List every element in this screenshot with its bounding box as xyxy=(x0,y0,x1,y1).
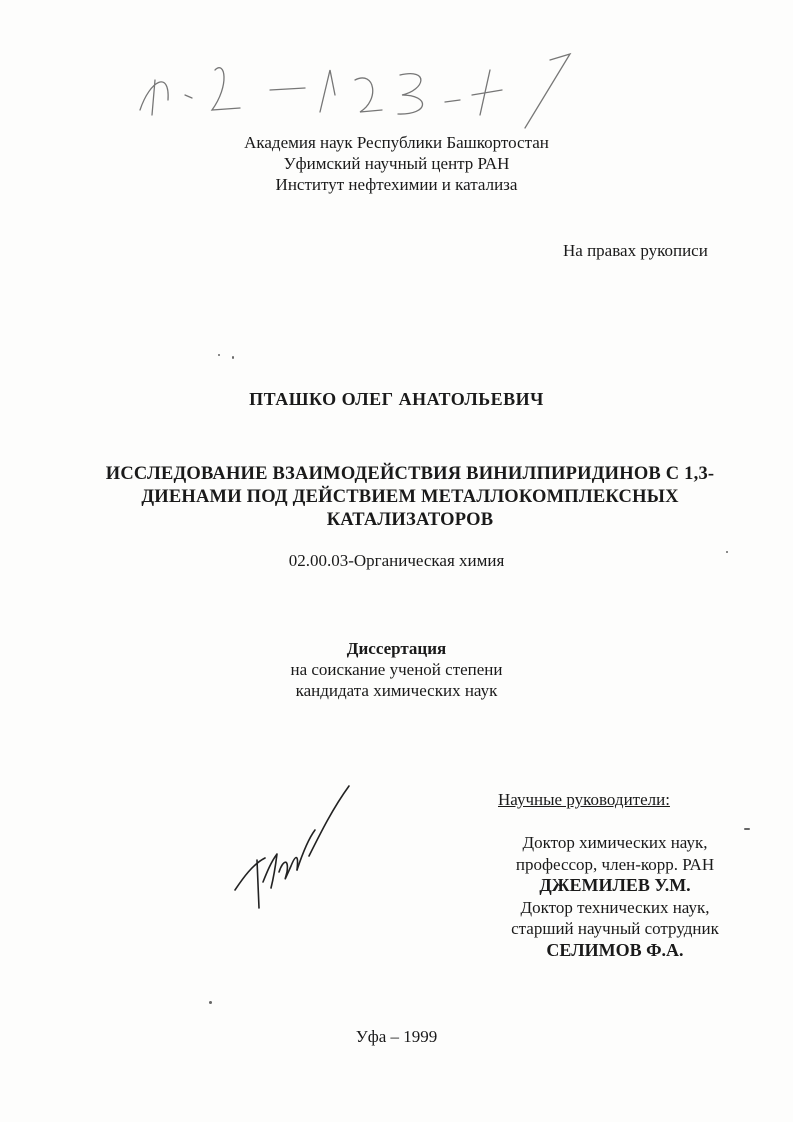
institute-line: Институт нефтехимии и катализа xyxy=(275,175,518,194)
supervisors-heading: Научные руководители: xyxy=(498,790,670,809)
author-signature xyxy=(225,780,355,915)
supervisor-position: старший научный сотрудник xyxy=(511,919,719,938)
dissertation-title xyxy=(80,463,740,532)
supervisor-name: ДЖЕМИЛЕВ У.М. xyxy=(539,875,691,895)
author-name: ПТАШКО ОЛЕГ АНАТОЛЬЕВИЧ xyxy=(249,389,544,409)
academy-line: Академия наук Республики Башкортостан xyxy=(244,133,549,152)
degree-block xyxy=(0,638,793,701)
manuscript-rights: На правах рукописи xyxy=(563,241,708,260)
supervisor-position: профессор, член-корр. РАН xyxy=(515,854,715,874)
supervisors-block xyxy=(470,832,760,961)
title-line: КАТАЛИЗАТОРОВ xyxy=(326,510,494,530)
city-year: Уфа – 1999 xyxy=(355,1027,438,1046)
institution-block xyxy=(0,132,793,195)
dissertation-label: Диссертация xyxy=(346,639,447,658)
scan-speck xyxy=(744,828,750,830)
handwritten-archive-stamp xyxy=(130,40,610,130)
degree-line: кандидата химических наук xyxy=(295,681,498,700)
specialty-code: 02.00.03-Органическая химия xyxy=(288,551,505,570)
supervisor-degree: Доктор технических наук, xyxy=(520,897,710,917)
title-line: ИССЛЕДОВАНИЕ ВЗАИМОДЕЙСТВИЯ ВИНИЛПИРИДИНОВ С 1,3- xyxy=(105,464,715,484)
research-center-line: Уфимский научный центр РАН xyxy=(283,154,510,173)
supervisor-name: СЕЛИМОВ Ф.А. xyxy=(546,939,684,960)
supervisor-degree: Доктор химических наук, xyxy=(522,833,708,852)
scan-speck xyxy=(209,1001,212,1004)
title-line: ДИЕНАМИ ПОД ДЕЙСТВИЕМ МЕТАЛЛОКОМПЛЕКСНЫХ xyxy=(141,487,679,507)
degree-line: на соискание ученой степени xyxy=(290,660,503,679)
scan-speck xyxy=(218,354,220,356)
scan-speck xyxy=(232,356,234,359)
